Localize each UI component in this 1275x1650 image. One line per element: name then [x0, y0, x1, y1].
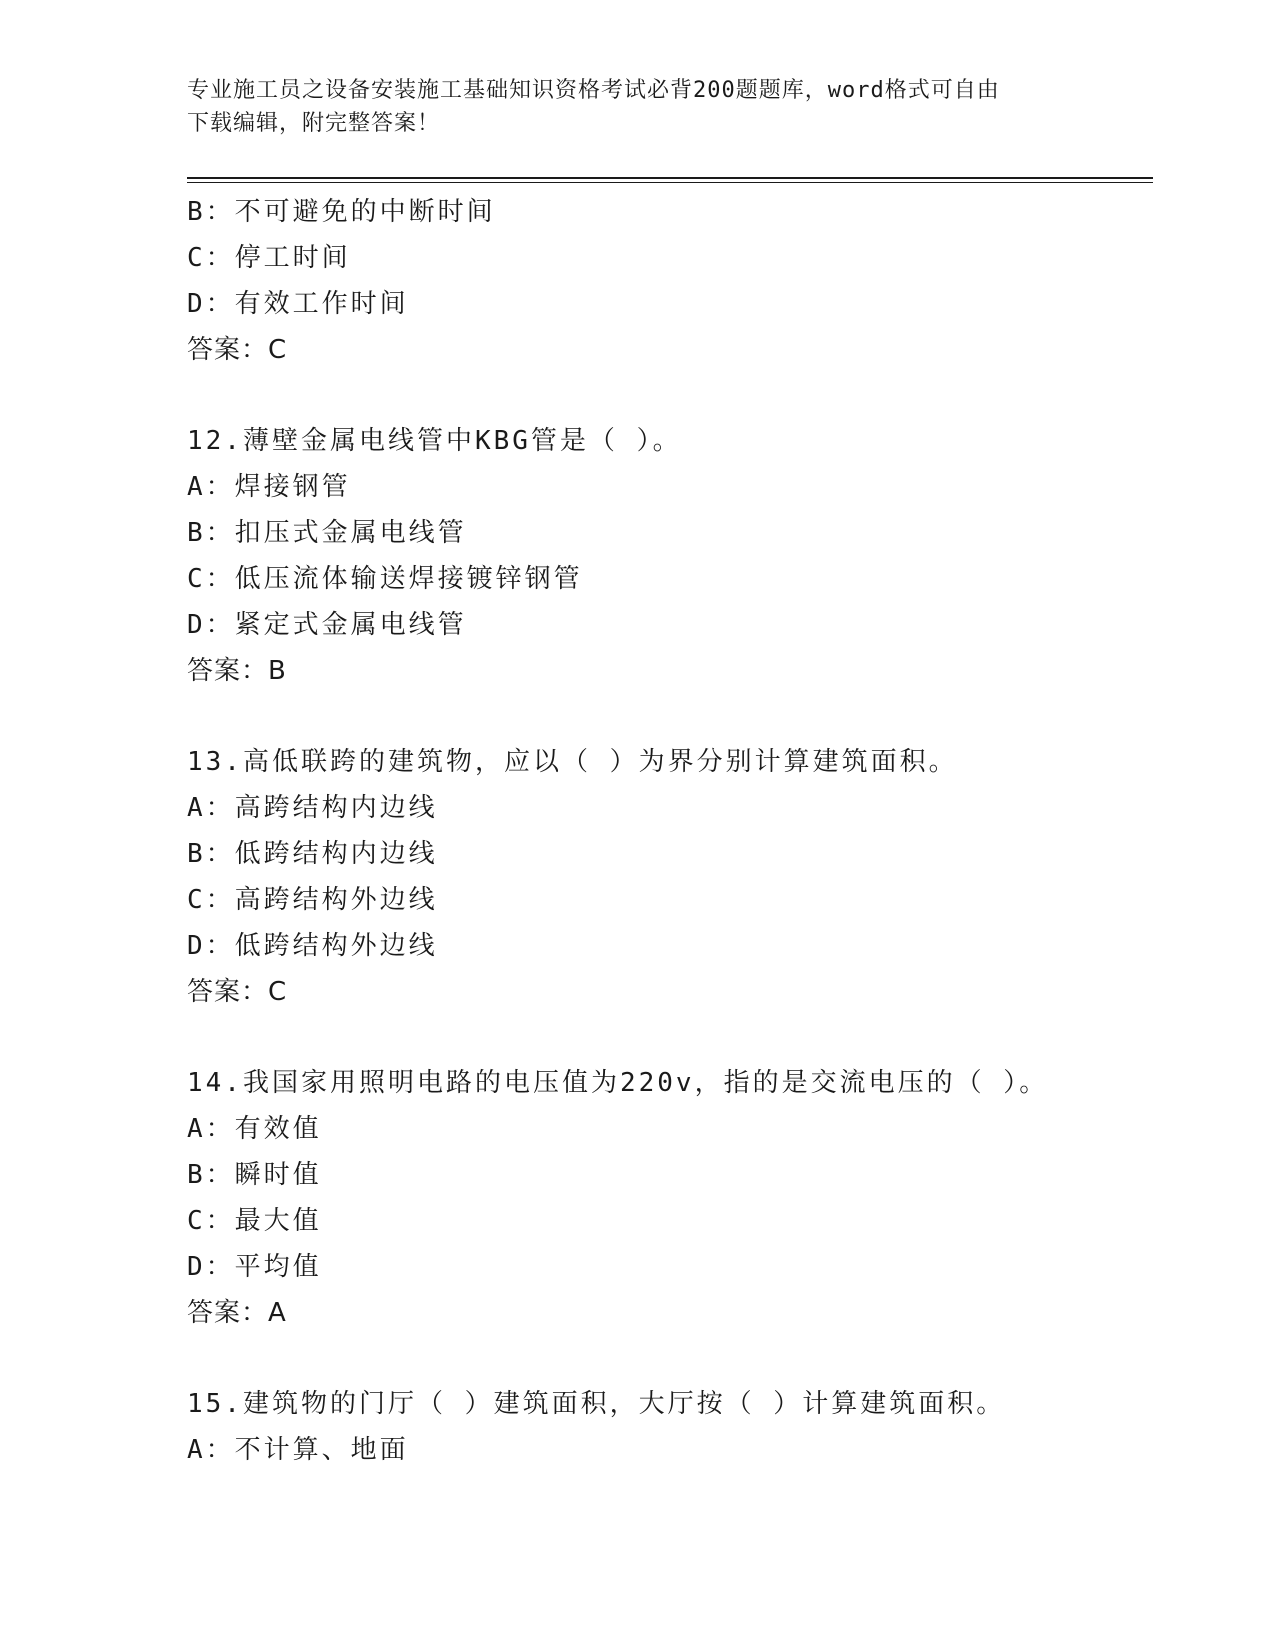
option-c: C：最大值 [187, 1206, 322, 1236]
option-d: D：有效工作时间 [187, 289, 409, 319]
header-divider-thin [187, 182, 1153, 183]
option-b: B：瞬时值 [187, 1160, 322, 1190]
answer-line: 答案：C [187, 977, 288, 1007]
question-block-15 [187, 1381, 1153, 1473]
option-a: A：焊接钢管 [187, 472, 351, 502]
question-text: 13.高低联跨的建筑物，应以（ ）为界分别计算建筑面积。 [187, 747, 958, 777]
header-line-1: 专业施工员之设备安装施工基础知识资格考试必背200题题库，word格式可自由 [187, 78, 1000, 103]
option-a: A：不计算、地面 [187, 1435, 409, 1465]
question-block-14 [187, 1060, 1153, 1336]
option-b: B：不可避免的中断时间 [187, 197, 496, 227]
question-text: 14.我国家用照明电路的电压值为220v，指的是交流电压的（ ）。 [187, 1068, 1049, 1098]
option-b: B：低跨结构内边线 [187, 839, 438, 869]
question-text: 15.建筑物的门厅（ ）建筑面积，大厅按（ ）计算建筑面积。 [187, 1389, 1006, 1419]
question-block-13 [187, 739, 1153, 1015]
question-text: 12.薄壁金属电线管中KBG管是（ ）。 [187, 426, 682, 456]
block-gap [187, 694, 1153, 739]
answer-line: 答案：C [187, 335, 288, 365]
block-gap [187, 1015, 1153, 1060]
question-block-12 [187, 418, 1153, 694]
option-c: C：低压流体输送焊接镀锌钢管 [187, 564, 583, 594]
option-d: D：低跨结构外边线 [187, 931, 438, 961]
option-c: C：高跨结构外边线 [187, 885, 438, 915]
header-divider-thick [187, 177, 1153, 179]
question-block-11 [187, 189, 1153, 373]
answer-line: 答案：B [187, 656, 287, 686]
option-d: D：平均值 [187, 1252, 322, 1282]
document-header [187, 74, 1087, 140]
option-d: D：紧定式金属电线管 [187, 610, 467, 640]
answer-line: 答案：A [187, 1298, 287, 1328]
question-list [187, 189, 1153, 1473]
block-gap [187, 1336, 1153, 1381]
option-c: C：停工时间 [187, 243, 351, 273]
header-line-2: 下载编辑，附完整答案！ [187, 111, 441, 136]
block-gap [187, 373, 1153, 418]
option-a: A：高跨结构内边线 [187, 793, 438, 823]
option-b: B：扣压式金属电线管 [187, 518, 467, 548]
option-a: A：有效值 [187, 1114, 322, 1144]
